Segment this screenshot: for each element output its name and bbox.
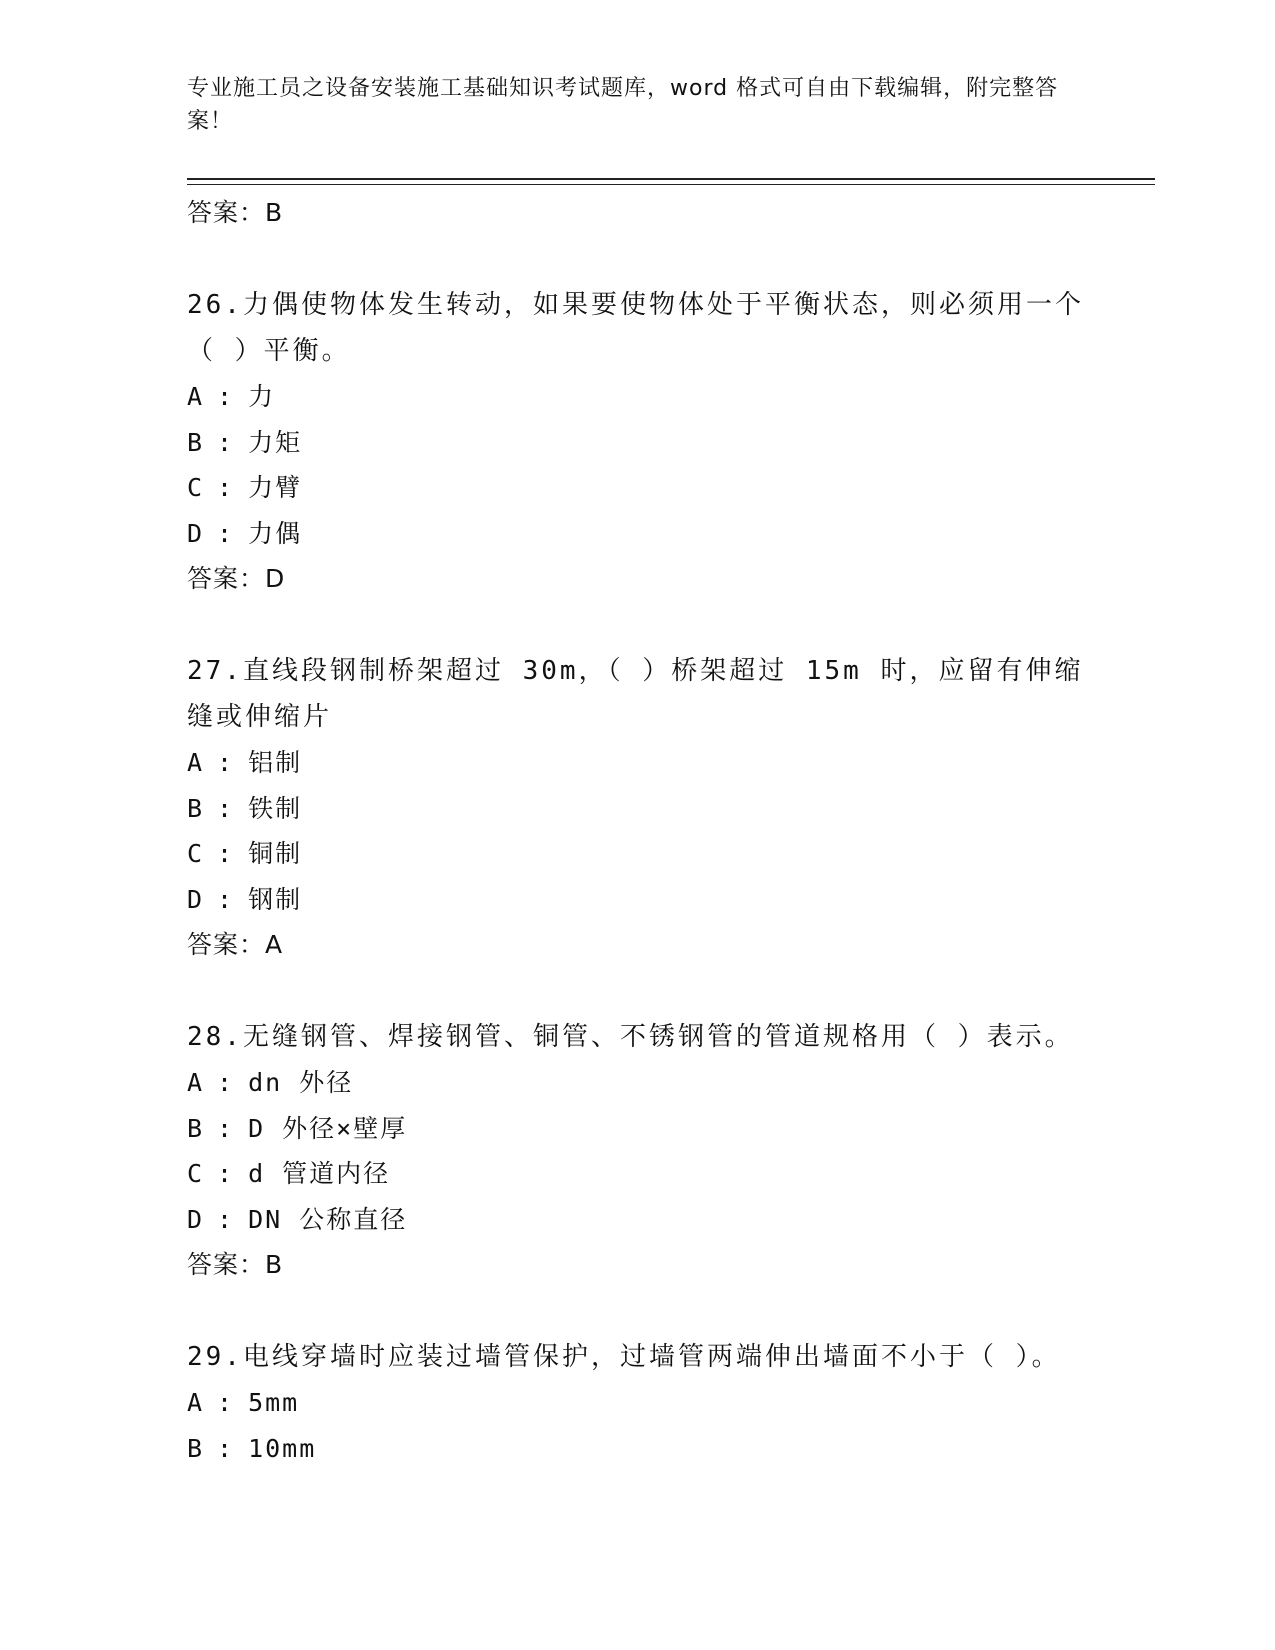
option-letter: B (187, 793, 205, 823)
option-letter: A (187, 748, 205, 777)
option-d: D : 钢制 (187, 877, 1087, 923)
option-text: 5mm (248, 1388, 300, 1417)
option-text: 10mm (248, 1433, 317, 1463)
question-list (187, 190, 1087, 1471)
option-letter: A (187, 382, 205, 411)
answer-line: 答案：B (187, 198, 284, 227)
option-b: B : 铁制 (187, 786, 1087, 832)
option-text: 力偶 (248, 518, 303, 548)
option-a: A : 力 (187, 374, 1087, 420)
question-28 (187, 1014, 1087, 1288)
header-divider-thin (187, 184, 1155, 185)
option-text: 力 (248, 382, 276, 411)
option-c: C : 力臂 (187, 465, 1087, 511)
option-letter: B (187, 427, 205, 457)
option-letter: D (187, 518, 205, 548)
question-26 (187, 282, 1087, 602)
option-letter: C (187, 1159, 205, 1188)
option-a: A : 5mm (187, 1380, 1087, 1426)
option-text: DN 公称直径 (248, 1204, 408, 1234)
question-text: 28.无缝钢管、焊接钢管、铜管、不锈钢管的管道规格用（ ）表示。 (187, 1022, 1074, 1052)
option-d: D : 力偶 (187, 511, 1087, 557)
answer-line: 答案：B (187, 1250, 284, 1279)
option-text: 铜制 (248, 839, 303, 868)
option-b: B : D 外径×壁厚 (187, 1106, 1087, 1152)
option-letter: C (187, 473, 205, 502)
option-b: B : 力矩 (187, 420, 1087, 466)
answer-line: 答案：A (187, 930, 284, 959)
option-text: dn 外径 (248, 1068, 354, 1097)
answer-line: 答案：D (187, 564, 286, 593)
option-letter: B (187, 1113, 205, 1143)
header-divider-thick (187, 178, 1155, 180)
option-letter: A (187, 1068, 205, 1097)
option-text: 力矩 (248, 427, 303, 457)
document-header (187, 72, 1067, 138)
question-text: 26.力偶使物体发生转动，如果要使物体处于平衡状态，则必须用一个（ ）平衡。 (187, 290, 1084, 366)
option-text: D 外径×壁厚 (248, 1113, 408, 1143)
option-letter: B (187, 1433, 205, 1463)
option-text: d 管道内径 (248, 1159, 391, 1188)
option-d: D : DN 公称直径 (187, 1197, 1087, 1243)
option-letter: D (187, 884, 205, 914)
header-title: 专业施工员之设备安装施工基础知识考试题库，word 格式可自由下载编辑，附完整答案！ (187, 76, 1059, 134)
option-a: A : 铝制 (187, 740, 1087, 786)
question-27 (187, 648, 1087, 968)
option-text: 铝制 (248, 748, 303, 777)
question-29 (187, 1334, 1087, 1471)
option-text: 钢制 (248, 884, 303, 914)
option-a: A : dn 外径 (187, 1060, 1087, 1106)
question-text: 29.电线穿墙时应装过墙管保护，过墙管两端伸出墙面不小于（ ）。 (187, 1342, 1061, 1372)
question-text: 27.直线段钢制桥架超过 30m，（ ）桥架超过 15m 时，应留有伸缩缝或伸缩片 (187, 656, 1084, 732)
option-letter: C (187, 839, 205, 868)
option-letter: A (187, 1388, 205, 1417)
option-c: C : d 管道内径 (187, 1151, 1087, 1197)
option-text: 铁制 (248, 793, 303, 823)
option-c: C : 铜制 (187, 831, 1087, 877)
option-b: B : 10mm (187, 1426, 1087, 1472)
option-text: 力臂 (248, 473, 303, 502)
option-letter: D (187, 1204, 205, 1234)
